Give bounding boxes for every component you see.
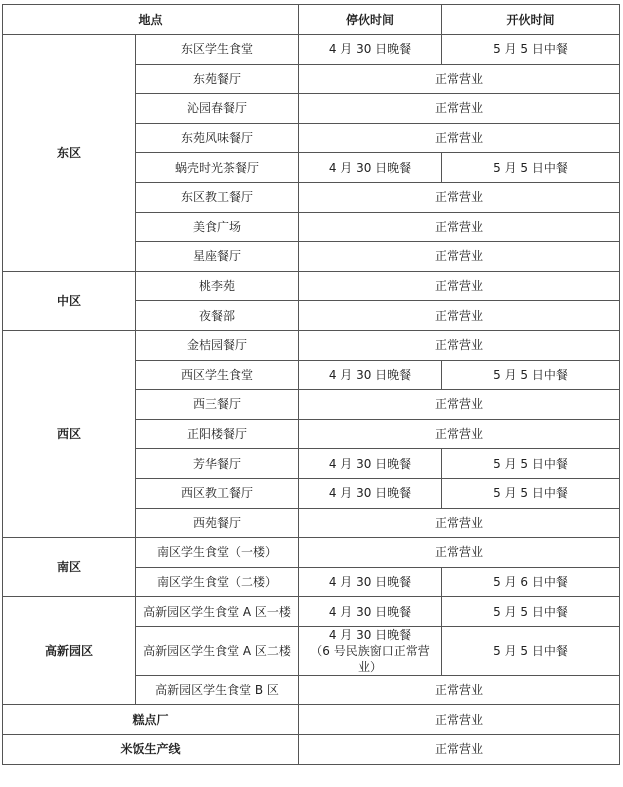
area-east: 东区 [3, 35, 136, 272]
stop-time: 4 月 30 日晚餐 [299, 567, 442, 597]
table-row [3, 330, 620, 360]
table-row [3, 735, 620, 765]
stop-time: 4 月 30 日晚餐 [299, 35, 442, 65]
canteen-name: 沁园春餐厅 [136, 94, 299, 124]
stop-time: 4 月 30 日晚餐 [299, 597, 442, 627]
canteen-name: 蜗壳时光茶餐厅 [136, 153, 299, 183]
canteen-name: 高新园区学生食堂 A 区二楼 [136, 626, 299, 675]
status-normal: 正常营业 [299, 212, 620, 242]
rice-production-line: 米饭生产线 [3, 735, 299, 765]
canteen-name: 金桔园餐厅 [136, 330, 299, 360]
header-location: 地点 [3, 5, 299, 35]
canteen-name: 东苑餐厅 [136, 64, 299, 94]
header-row [3, 5, 620, 35]
stop-time: 4 月 30 日晚餐 [299, 153, 442, 183]
canteen-name: 东区教工餐厅 [136, 182, 299, 212]
start-time: 5 月 5 日中餐 [442, 35, 620, 65]
table-row [3, 705, 620, 735]
canteen-name: 西苑餐厅 [136, 508, 299, 538]
status-normal: 正常营业 [299, 301, 620, 331]
table-row [3, 271, 620, 301]
start-time: 5 月 5 日中餐 [442, 153, 620, 183]
status-normal: 正常营业 [299, 675, 620, 705]
canteen-name: 高新园区学生食堂 A 区一楼 [136, 597, 299, 627]
table-row [3, 597, 620, 627]
canteen-name: 东区学生食堂 [136, 35, 299, 65]
stop-note: （6 号民族窗口正常营 [310, 643, 430, 658]
canteen-name: 芳华餐厅 [136, 449, 299, 479]
table-row [3, 538, 620, 568]
stop-time: 4 月 30 日晚餐 [299, 449, 442, 479]
start-time: 5 月 5 日中餐 [442, 626, 620, 675]
canteen-name: 东苑风味餐厅 [136, 123, 299, 153]
area-central: 中区 [3, 271, 136, 330]
status-normal: 正常营业 [299, 735, 620, 765]
status-normal: 正常营业 [299, 123, 620, 153]
canteen-name: 西区教工餐厅 [136, 478, 299, 508]
start-time: 5 月 6 日中餐 [442, 567, 620, 597]
stop-time-with-note [299, 626, 442, 675]
canteen-name: 南区学生食堂（一楼） [136, 538, 299, 568]
table-row [3, 35, 620, 65]
canteen-name: 高新园区学生食堂 B 区 [136, 675, 299, 705]
canteen-schedule-table [2, 4, 620, 765]
area-south: 南区 [3, 538, 136, 597]
start-time: 5 月 5 日中餐 [442, 360, 620, 390]
canteen-name: 南区学生食堂（二楼） [136, 567, 299, 597]
status-normal: 正常营业 [299, 705, 620, 735]
area-hightech: 高新园区 [3, 597, 136, 705]
status-normal: 正常营业 [299, 271, 620, 301]
header-start-time: 开伙时间 [442, 5, 620, 35]
status-normal: 正常营业 [299, 94, 620, 124]
canteen-name: 美食广场 [136, 212, 299, 242]
status-normal: 正常营业 [299, 330, 620, 360]
canteen-name: 桃李苑 [136, 271, 299, 301]
status-normal: 正常营业 [299, 419, 620, 449]
stop-note-cont: 业） [358, 659, 383, 674]
start-time: 5 月 5 日中餐 [442, 449, 620, 479]
header-stop-time: 停伙时间 [299, 5, 442, 35]
status-normal: 正常营业 [299, 508, 620, 538]
canteen-name: 夜餐部 [136, 301, 299, 331]
canteen-name: 正阳楼餐厅 [136, 419, 299, 449]
status-normal: 正常营业 [299, 242, 620, 272]
status-normal: 正常营业 [299, 182, 620, 212]
status-normal: 正常营业 [299, 390, 620, 420]
stop-time: 4 月 30 日晚餐 [328, 627, 412, 642]
start-time: 5 月 5 日中餐 [442, 478, 620, 508]
canteen-name: 西区学生食堂 [136, 360, 299, 390]
status-normal: 正常营业 [299, 64, 620, 94]
canteen-name: 西三餐厅 [136, 390, 299, 420]
status-normal: 正常营业 [299, 538, 620, 568]
pastry-factory: 糕点厂 [3, 705, 299, 735]
area-west: 西区 [3, 330, 136, 537]
stop-time: 4 月 30 日晚餐 [299, 360, 442, 390]
start-time: 5 月 5 日中餐 [442, 597, 620, 627]
canteen-name: 星座餐厅 [136, 242, 299, 272]
stop-time: 4 月 30 日晚餐 [299, 478, 442, 508]
